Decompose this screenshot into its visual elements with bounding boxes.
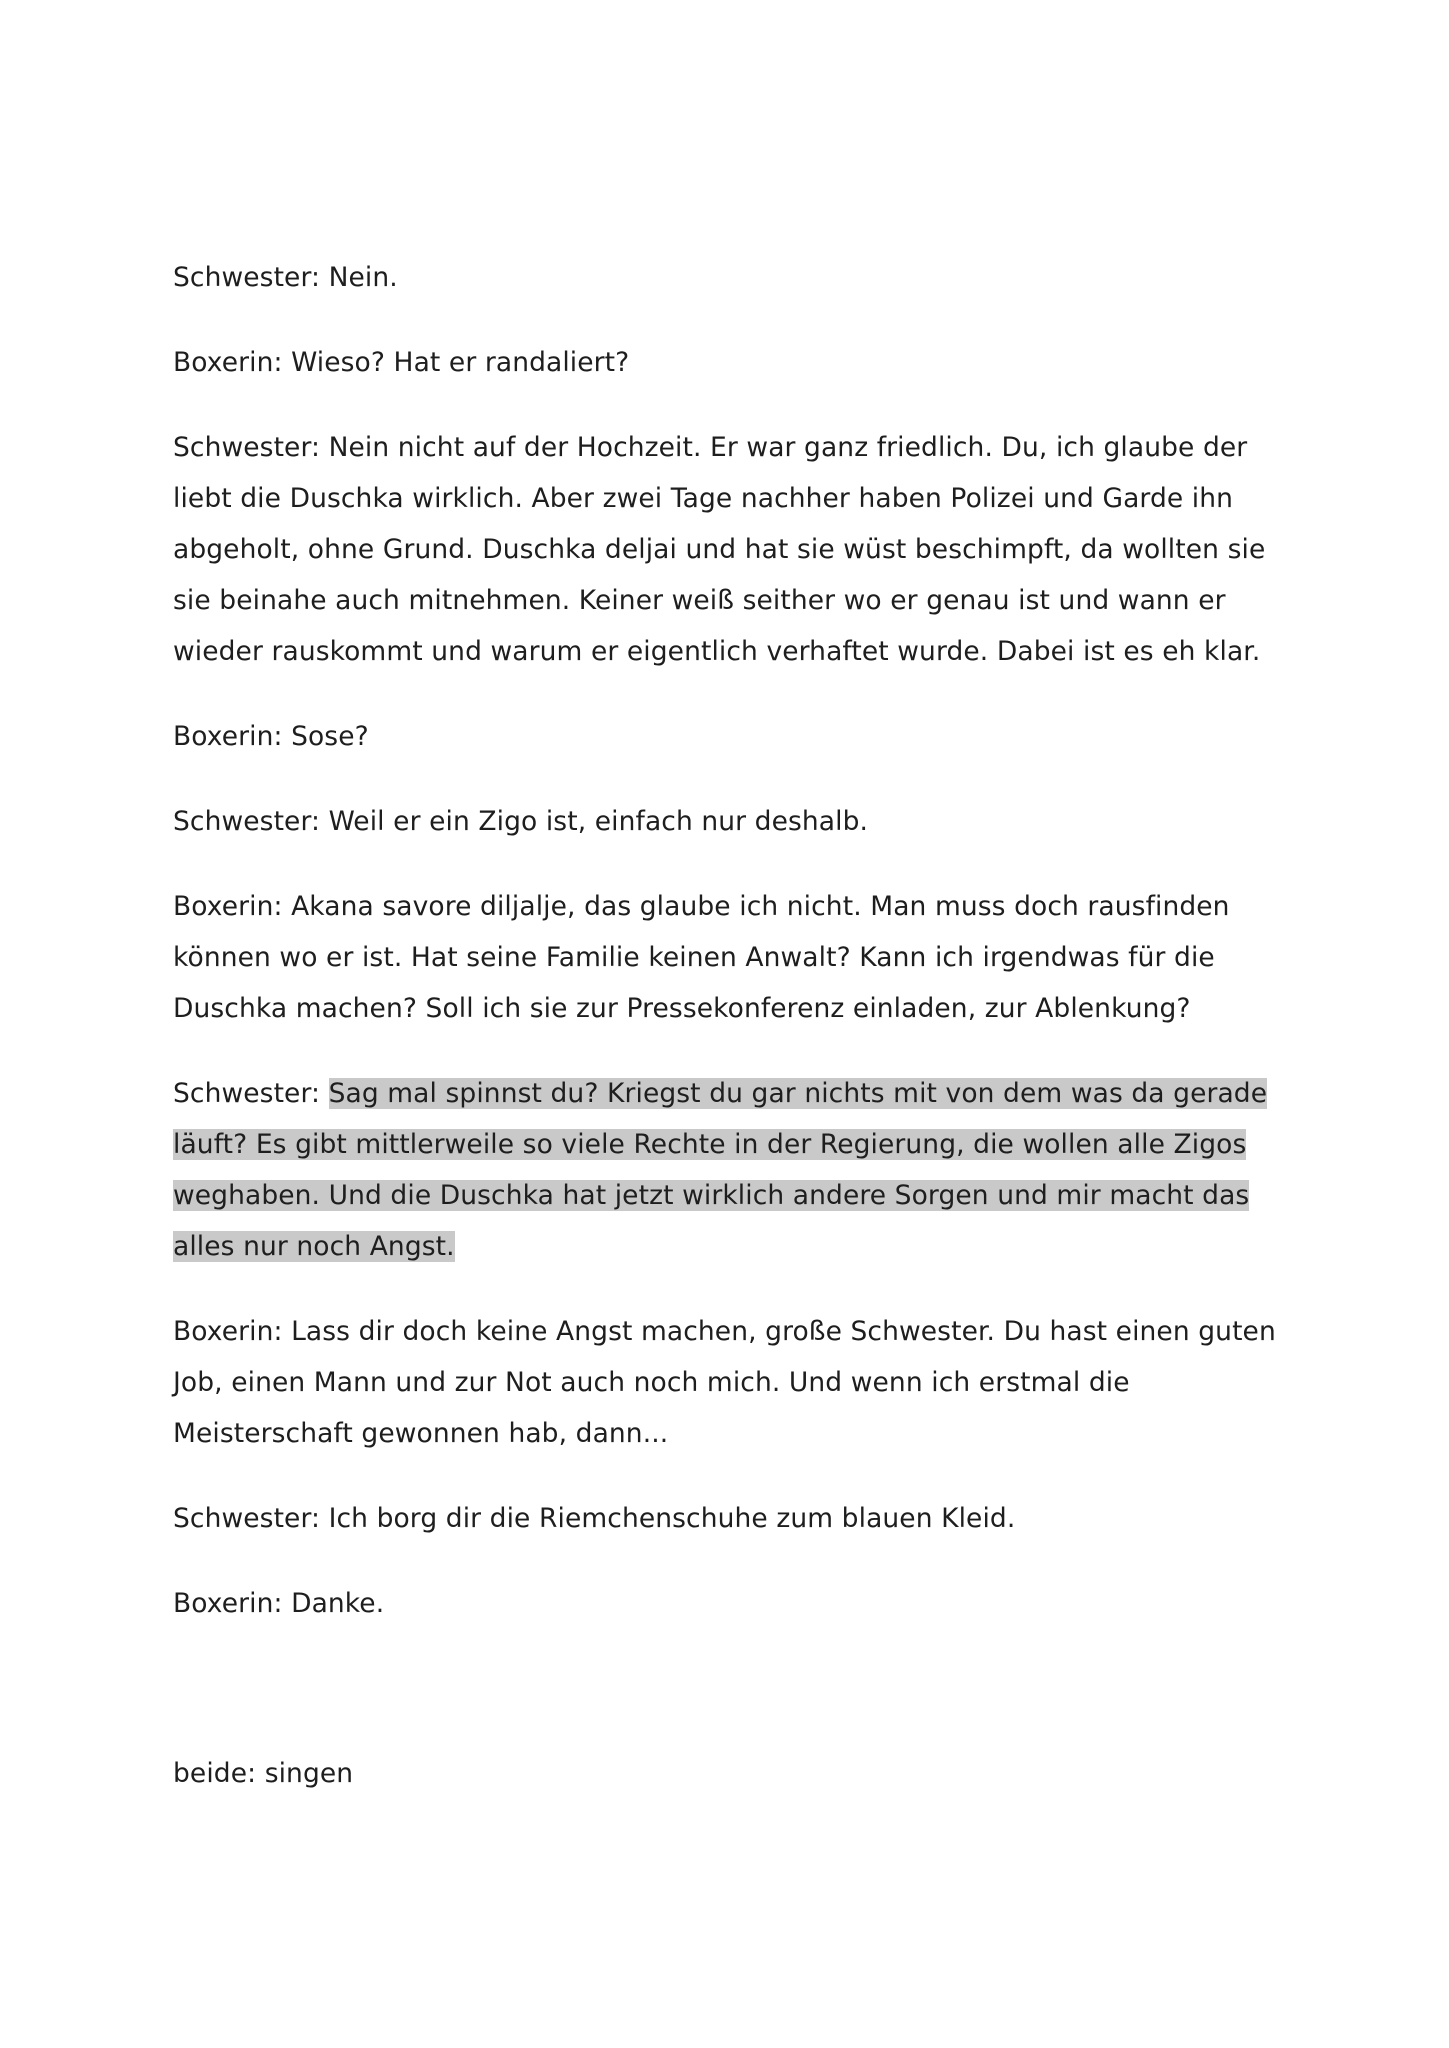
speaker-name: Boxerin:: [173, 1588, 283, 1619]
line-text: singen: [264, 1758, 354, 1789]
dialogue-text: [173, 252, 1303, 1833]
line-text: Nein nicht auf der Hochzeit. Er war ganz friedlich. Du, ich glaube der liebt die Duschka wirklich. Aber zwei Tage nachher haben Polizei und Garde ihn abgeholt, ohne Grund. Duschka deljai und hat sie wüst beschimpft, da wollten sie sie beinahe auch mitnehmen. Keiner weiß seither wo er genau ist und wann er wieder rauskommt und warum er eigentlich verhaftet wurde. Dabei ist es eh klar.: [173, 432, 1266, 667]
speaker-name: Schwester:: [173, 1078, 321, 1109]
speaker-name: beide:: [173, 1758, 257, 1789]
speaker-name: Boxerin:: [173, 721, 283, 752]
dialogue-line: [173, 1578, 1303, 1629]
blank-space: [173, 1663, 1303, 1748]
dialogue-line: [173, 252, 1303, 303]
dialogue-line: [173, 1306, 1303, 1459]
line-text: Danke.: [291, 1588, 385, 1619]
speaker-name: Schwester:: [173, 806, 321, 837]
line-text: Akana savore diljalje, das glaube ich nicht. Man muss doch rausfinden können wo er ist. Hat seine Familie keinen Anwalt? Kann ich irgendwas für die Duschka machen? Soll ich sie zur Pressekonferenz einladen, zur Ablenkung?: [173, 891, 1230, 1024]
dialogue-line: [173, 711, 1303, 762]
highlighted-text: Sag mal spinnst du? Kriegst du gar nichts mit von dem was da gerade läuft? Es gibt mittlerweile so viele Rechte in der Regierung, die wollen alle Zigos weghaben. Und die Duschka hat jetzt wirklich andere Sorgen und mir macht das alles nur noch Angst.: [173, 1078, 1268, 1262]
line-text: Lass dir doch keine Angst machen, große Schwester. Du hast einen guten Job, einen Mann und zur Not auch noch mich. Und wenn ich erstmal die Meisterschaft gewonnen hab, dann...: [173, 1316, 1276, 1449]
speaker-name: Schwester:: [173, 1503, 321, 1534]
dialogue-line: [173, 1068, 1303, 1272]
speaker-name: Boxerin:: [173, 347, 283, 378]
dialogue-line: [173, 337, 1303, 388]
dialogue-line: [173, 881, 1303, 1034]
speaker-name: Boxerin:: [173, 891, 283, 922]
dialogue-line: [173, 796, 1303, 847]
speaker-name: Boxerin:: [173, 1316, 283, 1347]
line-text: Nein.: [328, 262, 398, 293]
speaker-name: Schwester:: [173, 262, 321, 293]
speaker-name: Schwester:: [173, 432, 321, 463]
dialogue-line: [173, 422, 1303, 677]
line-text: Wieso? Hat er randaliert?: [291, 347, 630, 378]
closing-line: [173, 1748, 1303, 1799]
dialogue-line: [173, 1493, 1303, 1544]
line-text: Ich borg dir die Riemchenschuhe zum blauen Kleid.: [328, 1503, 1016, 1534]
line-text: Weil er ein Zigo ist, einfach nur deshalb.: [328, 806, 869, 837]
line-text: Sose?: [291, 721, 369, 752]
